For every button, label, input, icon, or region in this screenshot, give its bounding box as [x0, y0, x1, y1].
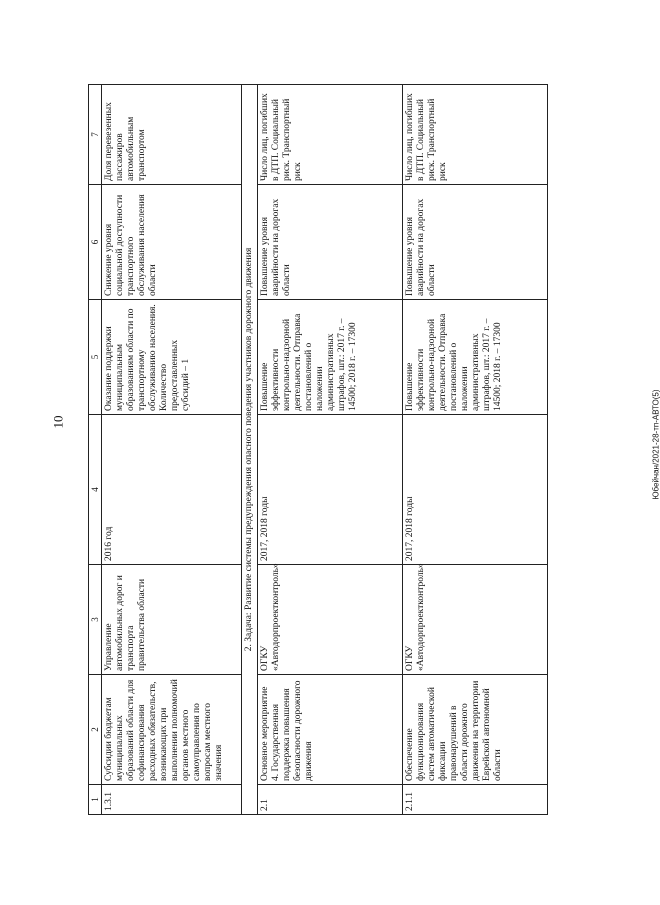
footer-code: Юбейчан/2021-28-тп-АВТО(5): [651, 389, 660, 500]
section-title: 2. Задача: Развитие системы предупреждения опасного поведения участников дорожного движения: [242, 85, 258, 815]
table-row: [102, 85, 242, 815]
indicator: Число лиц, погибших в ДТП. Социальный риск. Транспортный риск: [258, 85, 403, 185]
period: 2016 год: [102, 415, 242, 565]
consequences: Повышение уровня аварийности на дорогах области: [258, 185, 403, 300]
column-header: 3: [89, 565, 102, 675]
rotated-table-wrapper: [88, 85, 558, 815]
column-header: 5: [89, 300, 102, 415]
section-row: [242, 85, 258, 815]
expected-result: Оказание поддержки муниципальным образованиям области по транспортному обслуживанию населения. Количество предоставленных субсидий – 1: [102, 300, 242, 415]
executor: Управление автомобильных дорог и транспорта правительства области: [102, 565, 242, 675]
rotated-table-container: [88, 85, 558, 815]
period: 2017, 2018 годы: [258, 415, 403, 565]
page-number: 10: [50, 415, 66, 429]
measures-table: [88, 84, 548, 815]
executor: ОГКУ «Автодорпроектконтроль»: [258, 565, 403, 675]
indicator: Доля перевезенных пассажиров автомобильным транспортом: [102, 85, 242, 185]
column-number-row: [89, 85, 102, 815]
column-header: 6: [89, 185, 102, 300]
table-row: [258, 85, 403, 815]
expected-result: Повышение эффективности контрольно-надзорной деятельности. Отправка постановлений о наложении административных штрафов, шт.: 2017 г. – 14500; 2018 г. – 17300: [403, 300, 548, 415]
consequences: Снижение уровня социальной доступности транспортного обслуживания населения области: [102, 185, 242, 300]
measure-name: Субсидии бюджетам муниципальных образований области для софинансирования расходных обязательств, возникающих при выполнении полномочий органов местного самоуправления по вопросам местного значения: [102, 675, 242, 785]
consequences: Повышение уровня аварийности на дорогах области: [403, 185, 548, 300]
table-row: [403, 85, 548, 815]
measure-name: Основное мероприятие 4. Государственная поддержка повышения безопасности дорожного движения: [258, 675, 403, 785]
column-header: 2: [89, 675, 102, 785]
column-header: 1: [89, 785, 102, 815]
executor: ОГКУ «Автодорпроектконтроль»: [403, 565, 548, 675]
row-number: 2.1: [258, 785, 403, 815]
period: 2017, 2018 годы: [403, 415, 548, 565]
row-number: 1.3.1: [102, 785, 242, 815]
column-header: 7: [89, 85, 102, 185]
indicator: Число лиц, погибших в ДТП. Социальный риск. Транспортный риск: [403, 85, 548, 185]
expected-result: Повышение эффективности контрольно-надзорной деятельности. Отправка постановлений о наложении административных штрафов, шт.: 2017 г. – 14500; 2018 г. – 17300: [258, 300, 403, 415]
column-header: 4: [89, 415, 102, 565]
row-number: 2.1.1: [403, 785, 548, 815]
measure-name: Обеспечение функционирования систем автоматической фиксации правонарушений в области дорожного движения на территории Еврейской автономной области: [403, 675, 548, 785]
